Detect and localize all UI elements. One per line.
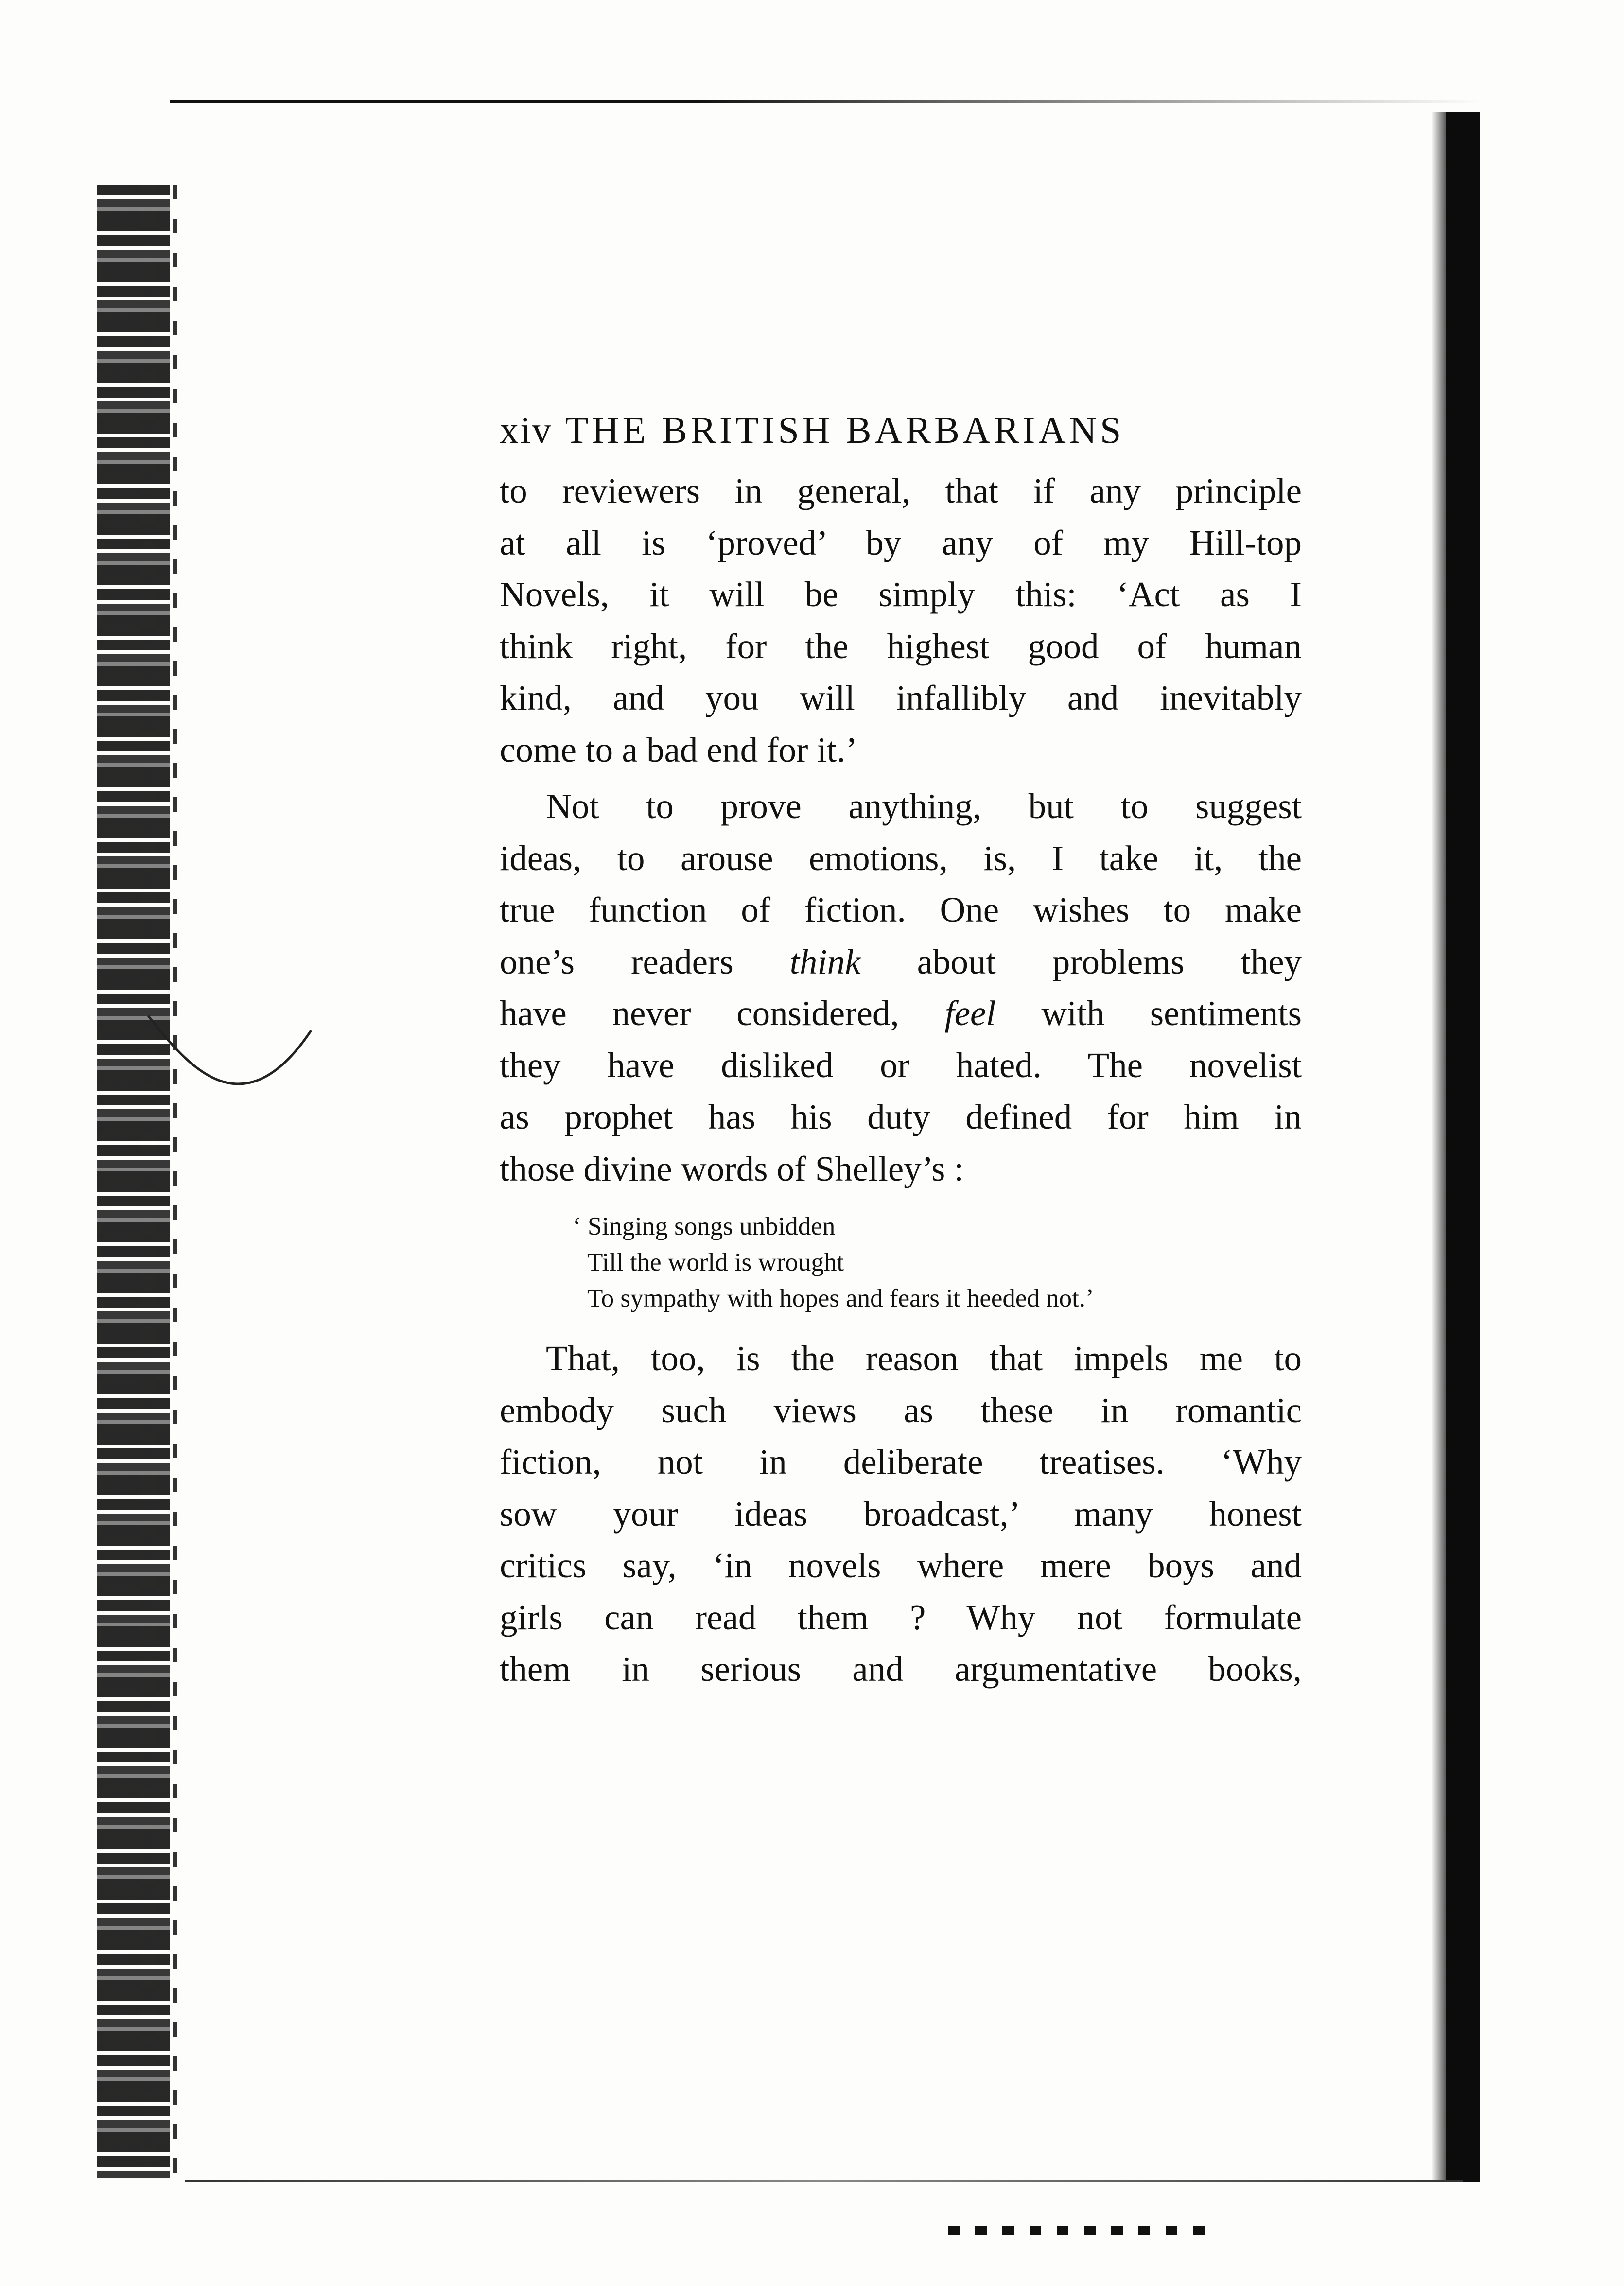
text-run: about problems they (860, 942, 1302, 981)
paragraph-2 (500, 781, 1302, 1195)
text-line: kind, and you will infallibly and inevitably (500, 678, 1302, 717)
text-run: have never considered, (500, 994, 945, 1033)
scan-right-edge (1446, 112, 1480, 2182)
scan-binding-edge (173, 185, 177, 2178)
scan-bottom-border (185, 2180, 1463, 2182)
text-run: one’s readers (500, 942, 790, 981)
text-line: them in serious and argumentative books, (500, 1649, 1302, 1689)
text-line: girls can read them ? Why not formulate (500, 1597, 1302, 1637)
text-line: at all is ‘proved’ by any of my Hill-top (500, 523, 1302, 562)
margin-ink-mark (146, 1011, 316, 1099)
book-title: THE BRITISH BARBARIANS (565, 409, 1125, 451)
text-line: Novels, it will be simply this: ‘Act as I (500, 575, 1302, 614)
text-line: embody such views as these in romantic (500, 1390, 1302, 1430)
verse-line: Till the world is wrought (587, 1248, 844, 1276)
text-line: true function of fiction. One wishes to make (500, 890, 1302, 929)
text-line (500, 988, 1302, 1040)
text-line (500, 936, 1302, 988)
text-line: Not to prove anything, but to suggest (546, 786, 1302, 826)
text-line: as prophet has his duty defined for him in (500, 1097, 1302, 1136)
italic-word: think (789, 942, 861, 981)
text-line: ideas, to arouse emotions, is, I take it, the (500, 838, 1302, 878)
scan-bottom-marks (948, 2226, 1220, 2235)
page-text (500, 406, 1302, 1695)
text-line: come to a bad end for it.’ (500, 730, 857, 769)
paragraph-1 (500, 465, 1302, 776)
running-head (500, 406, 1302, 454)
text-line: sow your ideas broadcast,’ many honest (500, 1494, 1302, 1534)
paragraph-3 (500, 1333, 1302, 1695)
text-line: they have disliked or hated. The novelist (500, 1045, 1302, 1085)
page-number: xiv (500, 409, 553, 451)
scan-top-border (170, 100, 1483, 103)
text-run: with sentiments (995, 994, 1302, 1033)
scan-right-shadow (1432, 112, 1446, 2182)
scan-binding-shadow (97, 185, 170, 2178)
verse-line: ‘ Singing songs unbidden (573, 1212, 836, 1240)
text-line: critics say, ‘in novels where mere boys and (500, 1546, 1302, 1585)
italic-word: feel (944, 994, 996, 1033)
text-line: fiction, not in deliberate treatises. ‘Why (500, 1442, 1302, 1482)
text-line: those divine words of Shelley’s : (500, 1149, 964, 1188)
verse-line: To sympathy with hopes and fears it heeded not.’ (587, 1284, 1094, 1312)
text-line: to reviewers in general, that if any principle (500, 471, 1302, 510)
text-line: That, too, is the reason that impels me to (546, 1339, 1302, 1378)
text-line: think right, for the highest good of human (500, 626, 1302, 666)
verse-quotation (500, 1208, 1302, 1316)
